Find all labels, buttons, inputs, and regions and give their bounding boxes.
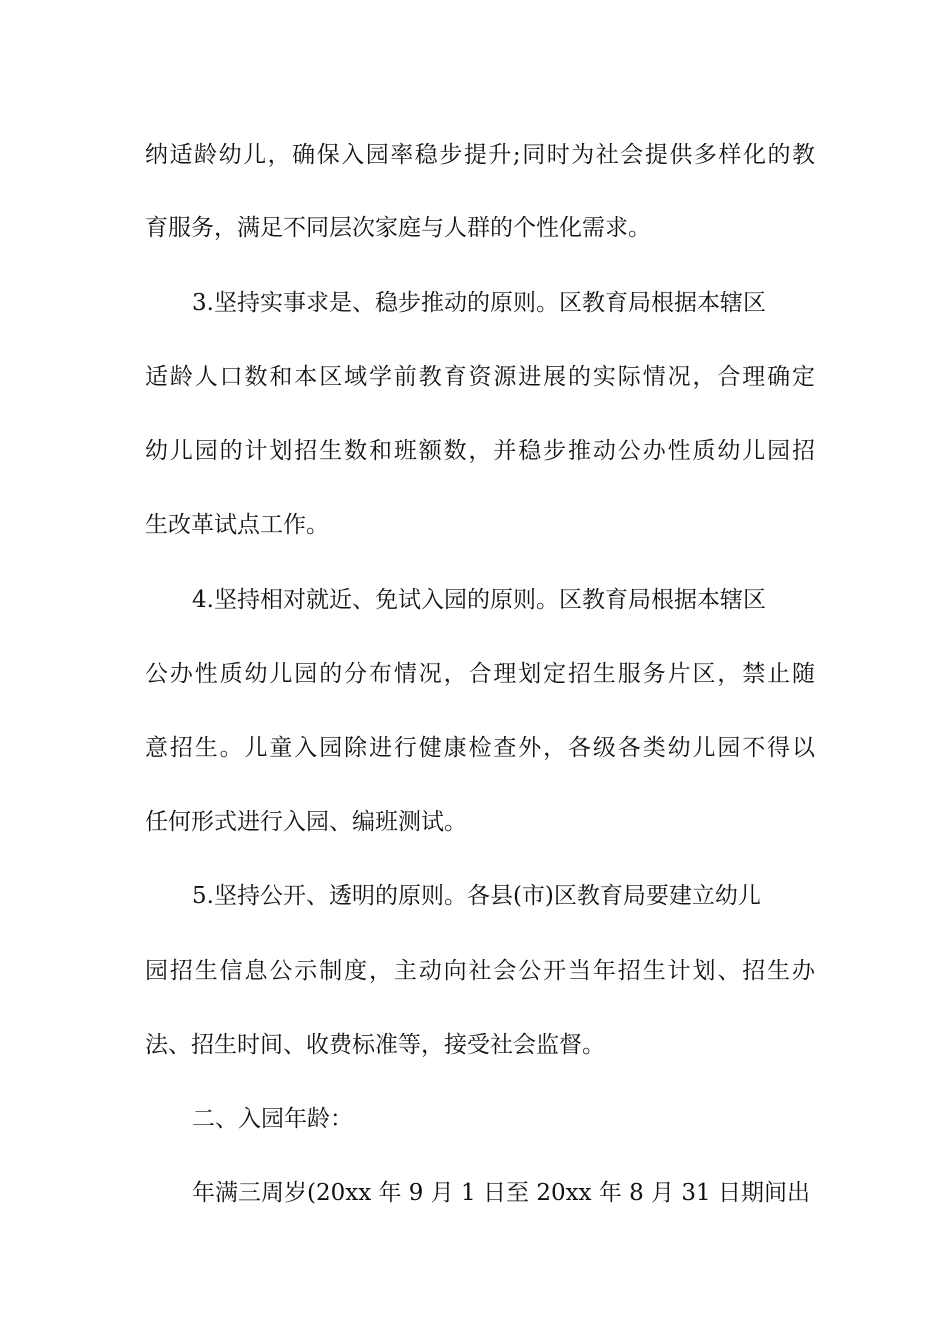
text-line: 任何形式进行入园、编班测试。 xyxy=(145,809,467,835)
paragraph-5-start: 5.坚持公开、透明的原则。各县(市)区教育局要建立幼儿 xyxy=(192,883,761,909)
text-line: 纳适龄幼儿，确保入园率稳步提升;同时为社会提供多样化的教 xyxy=(145,142,815,168)
text-line: 园招生信息公示制度，主动向社会公开当年招生计划、招生办 xyxy=(145,958,815,984)
text-line: 意招生。儿童入园除进行健康检查外，各级各类幼儿园不得以 xyxy=(145,735,815,761)
text-line: 适龄人口数和本区域学前教育资源进展的实际情况，合理确定 xyxy=(145,364,815,390)
text-line: 幼儿园的计划招生数和班额数，并稳步推动公办性质幼儿园招 xyxy=(145,438,815,464)
text-line: 年满三周岁(20xx 年 9 月 1 日至 20xx 年 8 月 31 日期间出 xyxy=(192,1180,810,1206)
text-line: 公办性质幼儿园的分布情况，合理划定招生服务片区，禁止随 xyxy=(145,661,815,687)
paragraph-4-start: 4.坚持相对就近、免试入园的原则。区教育局根据本辖区 xyxy=(192,587,766,613)
text-line: 育服务，满足不同层次家庭与人群的个性化需求。 xyxy=(145,215,651,241)
text-line: 法、招生时间、收费标准等，接受社会监督。 xyxy=(145,1032,605,1058)
text-line: 生改革试点工作。 xyxy=(145,512,329,538)
paragraph-3-start: 3.坚持实事求是、稳步推动的原则。区教育局根据本辖区 xyxy=(192,290,766,316)
section-heading: 二、入园年龄： xyxy=(192,1106,353,1132)
